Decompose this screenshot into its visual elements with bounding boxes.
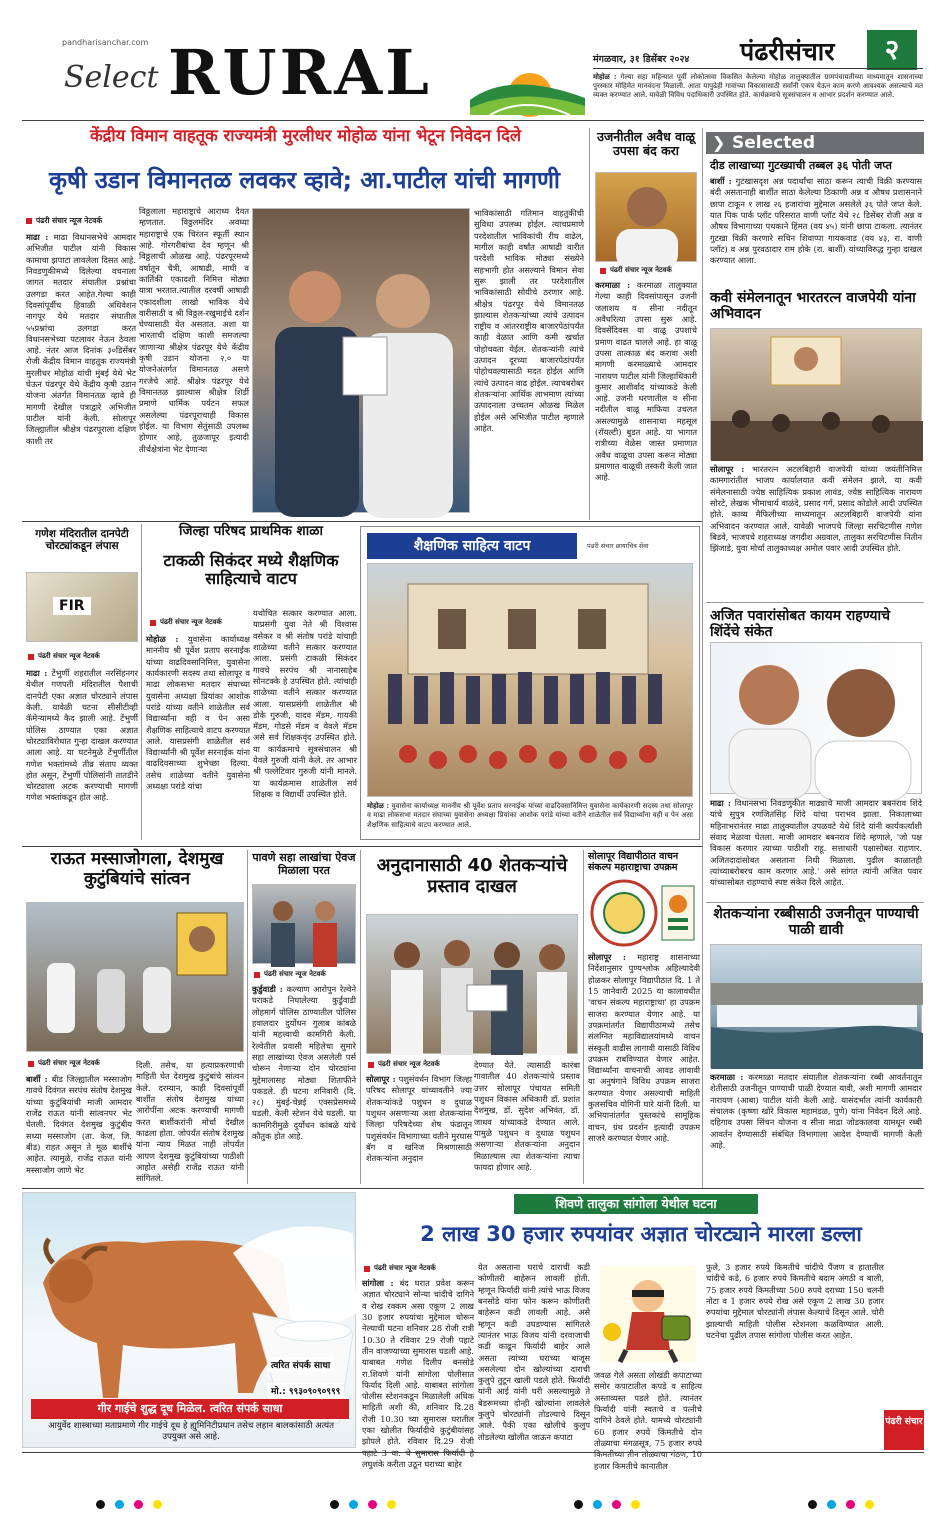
rabbi-text: करमाळा : करमाळा मतदार संघातील शेतकऱ्यांना रब्बी आवर्तनातून शेतीसाठी उजनीतून पाण्याची पाळी देण्यात यावी, अशी मागणी आमदार नारायण (आबा) पाटील यांनी केली आहे. यासंदर्भात त्यांनी कार्यकारी संचालक (कृष्णा खोरे विकास महामंडळ, पुणे) यांना निवेदन दिले आहे. दहिगाव उपसा सिंचन योजना व सीना माढा जोडकालवा यामधून रब्बी आवर्तन देण्यासाठी संबंधित विभागाला आदेश देण्याची मागणी केली आहे.	[710, 1072, 923, 1150]
vachan-text: सोलापूर : महाराष्ट्र शासनाच्या निर्देशानुसार पुण्यश्लोक अहिल्यादेवी होळकर सोलापूर विद्यापीठात दि. 1 ते 15 जानेवारी 2025 या कालावधीत 'वाचन संकल्प महाराष्ट्राचा' हा उपक्रम साजरा करण्यात येणार आहे. या उपक्रमांतर्गत विद्यापीठामध्ये तसेच संलग्नित महाविद्यालयांमध्ये वाचन संस्कृती वाढीस लागावी यासाठी विविध उपक्रम राबविण्यात येणार आहेत. विद्यार्थ्यांना वाचनाची आवड लावावी या अनुषंगाने विविध उपक्रम साजरा करण्यात येणार असल्याची माहिती कुलसचिव योगिनी घारे यांनी दिली. या अभियानांतर्गत पुस्तकांचे सामूहिक वाचन, ग्रंथ प्रदर्शन इत्यादी उपक्रम साजरे करण्यात येणार आहे.	[588, 952, 701, 1143]
reg-dot	[865, 1500, 874, 1509]
sand-byline: पंढरी संचार न्यूज नेटवर्क	[600, 266, 672, 275]
university-seal-icon	[590, 878, 698, 948]
ad-phone[interactable]: मो.: ९९३०९०९०९९९	[267, 1383, 344, 1398]
reg-dot	[593, 1500, 602, 1509]
poetry-event-graphic	[711, 329, 923, 461]
takli-byline: पंढरी संचार न्यूज नेटवर्क	[150, 618, 222, 627]
reg-dot	[808, 1500, 817, 1509]
lead-col1: माढा : माढा विधानसभेचे आमदार अभिजीत पाटील यांनी विकास कामाचा झपाटा लावलेला दिसत आहे. निवडणुकीमध्ये दिलेल्या वचनाला जागत मतदार संघातील प्रश्नांचा उलगडा करत आहेत.गेल्या काही दिवसांपूर्वीच हिवाळी अधिवेशन नागपूर येथे मतदार संघातील ५५प्रश्नांचा उलगडा करत विधानसभेच्या पटलावर नेऊन ठेवला आहे. नंतर आज दिनांक ३०डिसेंबर रोजी केंद्रीय विमान वाहतूक राज्यमंत्री मुरलीधर मोहोळ यांची मुंबई येथे भेट घेऊन पंढरपूर येथे केंद्रीय कृषी उडान योजना अंतर्गत विमानतळ व्हावे ही मागणी देखील पत्राद्वारे अभिजीत पाटील यांनी केली. सोलापूर जिल्ह्यातील श्रीक्षेत्र पंढरपूराला दक्षिण काशी तर	[26, 232, 136, 446]
portrait-graphic	[596, 173, 698, 263]
fir-label: FIR	[53, 597, 91, 615]
anudan-byline: पंढरी संचार न्यूज नेटवर्क	[368, 1060, 440, 1069]
thief-cartoon-graphic	[596, 1262, 700, 1366]
edu-photo	[367, 563, 693, 797]
university-seal	[590, 878, 698, 948]
theft-cartoon	[596, 1262, 700, 1366]
page-number-badge	[867, 30, 917, 70]
paper-name: पंढरीसंचार	[740, 37, 835, 66]
anudan-col1: सोलापूर : पशुसंवर्धन विभाग जिल्हा परिषद सोलापूर यांच्यावतीने ज्या शेतकऱ्यांकडे पशुधन व दुधाळ पशुधन असणाऱ्या अशा शेतकऱ्यांना जिल्हा परिषदेच्या शेष फंडातून पशुसंवर्धन विभागाच्या वतीने मुरघास बॅग व खनिज मिश्रणासाठी शेतकऱ्यांना अनुदान	[366, 1074, 472, 1164]
reg-dot	[368, 1500, 377, 1509]
ajit-photo	[710, 642, 922, 794]
reg-dot	[612, 1500, 621, 1509]
lead-headline: कृषी उडान विमानतळ लवकर व्हावे; आ.पाटील यांची मागणी	[48, 166, 561, 194]
ad-contact-tag: त्वरित संपर्क साधा	[267, 1357, 334, 1372]
raut-headline: राऊत मस्साजोगला, देशमुख कुटुंबियांचे सांत्वन	[50, 849, 224, 889]
rabbi-photo	[710, 944, 922, 1068]
lead-col3: भाविकांसाठी गतिमान वाहतुकीची सुविधा उपलब्ध होईल. त्याचप्रमाणे परदेशातील भाविकांची रीघ वाढेल, मागील काही वर्षांत आषाढी वारीत परदेशी भाविक मोठ्या संख्येने सहभागी होत असल्याने विमान सेवा सुरू झाली तर परदेशातील भाविकांसाठी सोयीचे ठरणार आहे. श्रीक्षेत्र पंढरपूर येथे विमानतळ झाल्यास शेतकऱ्यांच्या त्यांचे उत्पादन राष्ट्रीय व आंतरराष्ट्रीय बाजारपेठांपर्यंत काही वेळात आणि कमी खर्चात पोहोचवता येईल. शेतकऱ्यांनी त्यांचे उत्पादन दूरच्या बाजारपेठांपर्यंत पोहोचवल्यासाठी मदत होईल आणि त्यांचे उत्पादन वाढ होईल. त्याचबरोबर शेतकऱ्यांना आर्थिक लाभमाण त्यांच्या उत्पादनाला उच्चतम ओळख मिळेल होईल असे अभिजीत पाटील म्हणाले आहेत.	[474, 208, 584, 433]
sand-text: करमाळा : करमाळा तालुक्यात गेल्या काही दिवसांपासून उजनी जलाशय व सीना नदीतून अवैधरित्या उपसा सुरू आहे. दिवसेंदिवस या वाळू उपशाचे प्रमाण वाढत चालले आहे. हा वाळू उपसा तात्काळ बंद करावा अशी मागणी करमाळ्याचे आमदार नारायण पाटील यांनी जिल्हाधिकारी कुमार आशीर्वाद यांच्याकडे केली आहे. उजनी धरणातील व सीना नदीतील वाळू माफिया उचलत असल्यामुळे शासनाचा महसूल (रॉयल्टी) बुडत आहे. या भागात रात्रीच्या वेळेस जास्त प्रमाणात अवैध वाळूचा उपसा करून मोठ्या प्रमाणात वाळूची तस्करी केली जात आहे.	[595, 280, 697, 483]
theft-col3: जवळ गेले असता लोखंडी कपाटाच्या समोर कपाटातील कपडे व साहित्य अस्ताव्यस्त पडले होते. त्यानंतर फिर्यादी यांनी स्वतःचे व पत्नीचे दागिने ठेवले होते. यामध्ये चोरट्यांनी 60 हजार रुपये किंमतीचे दोन तोळ्याचा मंगळसूत्र, 75 हजार रुपये किमतीच्या तीन तोळ्याचा गंठण, 10 हजार किमतीचे कानातील	[594, 1370, 702, 1471]
ad-banner: गीर गाईचे शुद्ध दूध मिळेल. त्वरित संपर्क साधा	[31, 1399, 349, 1419]
ganesh-photo	[26, 572, 138, 642]
page-number: २	[884, 33, 900, 66]
ganesh-text: माढा : टेंभुर्णी शहरातील नरसिंहनगर येथील गणपती मंदिरातील पैशाची दानपेटी एका अज्ञात चोरट्याने लंपास केली. यावेळी घटना सीसीटीव्ही कॅमेऱ्यामध्ये कैद झाली आहे. टेंभुर्णी पोलिस ठाण्यात एका अज्ञात चोरट्याविरोधात गुन्हा दाखल करण्यात आला आहे. या घटनेमुळे टेंभुर्णीतील गणेश भक्तांमध्ये तीव्र संताप व्यक्त होत असून, टेंभुर्णी पोलिसांनी तातडीने चोरट्याला अटक करण्याची मागणी गणेश भक्तांकडून होत आहे.	[26, 668, 138, 803]
lead-kicker: केंद्रीय विमान वाहतूक राज्यमंत्री मुरलीधर मोहोळ यांना भेटून निवेदन दिले	[89, 126, 522, 145]
raut-byline: पंढरी संचार न्यूज नेटवर्क	[28, 1059, 100, 1068]
raut-col1: बार्शी : बीड जिल्ह्यातील मस्साजोग गावचे दिवंगत सरपंच संतोष देशमुख यांच्या कुटुंबियांची माजी आमदार राजेंद्र राऊत यांनी सांत्वनपर भेट घेतली. दिवंगत देशमुख कुटुंबीय सध्या मस्साजोग (ता. केज, जि. बीड) राहत असून ते मूळ बार्शीचे आहेत. त्यामुळे, राजेंद्र राऊत यांनी मस्साजोग जाणे भेट	[26, 1074, 132, 1175]
theft-byline: पंढरी संचार न्यूज नेटवर्क	[364, 1264, 436, 1273]
edu-feature	[360, 526, 700, 840]
ganesh-byline: पंढरी संचार न्यूज नेटवर्क	[28, 652, 100, 661]
masthead	[0, 0, 945, 120]
gutkha-headline: दीड लाखाच्या गुटख्याची तब्बल ३६ पोती जप्त	[710, 159, 892, 172]
meeting-photo-graphic	[253, 209, 471, 514]
anudan-col2: देण्यात येते. त्यासाठी कारंबा गावातील 40 शेतकऱ्यांचे प्रस्ताव उत्तर सोलापूर पंचायत समिती पशुधन विकास अधिकारी डॉ. प्रशांत देशमुख, डॉ. सुदेश अभिवंत, डॉ. जाधव यांच्याकडे देण्यात आले. यामुळे पशुधन व दुधाळ पशुधन असणाऱ्या शेतकऱ्यांना अनुदान मिळाल्यास त्या शेतकऱ्यांना त्याचा फायदा होणार आहे.	[474, 1060, 580, 1172]
politicians-graphic	[711, 643, 923, 795]
reg-dot	[96, 1500, 105, 1509]
theft-col2: येत असताना घराचे दाराची कडी कोणीतरी बाहेरून लावली होती. म्हणून फिर्यादी यांनी त्यांचे भाऊ विजय बनसोडे यांना फोन करून कोणीतरी बाहेरून कडी लावली आहे. असे म्हणून कडी उघडण्यास सांगितले त्यानंतर भाऊ विजय यांनी दरवाजाची कडी काढून फिर्यादी बाहेर आले असता त्यांच्या घराच्या बाजूस असलेल्या दोन खोल्यांच्या दाराची कुलुपे तुटून खाली पडले होते. फिर्यादी यांनी आई यांनी घरी असल्यामुळे ते बेडरूमच्या दोन्ही खोल्यांना लावलेले कुलुपे चोरट्यांनी तोडल्याचे दिसून आले. पैकी एका खोलीचे कुलुप तोडलेल्या खोलीत जाऊन कपाटा	[478, 1262, 590, 1442]
registration-marks	[808, 1500, 874, 1509]
reg-dot	[115, 1500, 124, 1509]
reg-dot	[349, 1500, 358, 1509]
vajpayee-text: सोलापूर : भारतरत्न अटलबिहारी वाजपेयी यांच्या जयंतीनिमित्त कामगारांतील भाजप कार्यालयात कवी संमेलन झाले. या कवी संमेलनासाठी ज्येष्ठ साहित्यिक प्रकाश लावंड, ज्येष्ठ साहित्यिक नारायण सोरटे, लेखक भीमाचार्य वाळंदे, प्रसाद गर्ग, प्रसाद कोडोले आदी उपस्थित होते. काव्य मैफिलीच्या माध्यमातून अटलबिहारी वाजपेयी यांना अभिवादन करण्यात आले. यावेळी भाजपचे जिल्हा सरचिटणीस गणेश बिडवे, भाजपचे शहराध्यक्ष जगदीश अग्रवाल, तालुका सरचिटणीस नितीन झिंजाडे, युवा मोर्चा तालुकाध्यक्ष अमोल पवार आदी उपस्थित होते.	[710, 464, 923, 554]
rural-sunrise-graphic	[470, 40, 585, 115]
school-group-graphic	[368, 564, 694, 798]
reg-dot	[387, 1500, 396, 1509]
registration-marks	[96, 1500, 162, 1509]
edu-caption: मोहोळ : युवासेना कार्याध्यक्ष माननीय श्री पूर्वेश प्रताप सरनाईक यांच्या वाढदिवसानिमित्त युवासेना कार्यकारणी सदस्य तथा सोलापूर व माढा लोकसभा मतदार संघाच्या युवासेना अध्यक्षा प्रियांका आशोक परांडे यांच्या वतीने शाळेतील सर्व विद्यार्थ्यांना वही व पेन असा शैक्षणिक साहित्याचे वाटप करण्यात आले.	[367, 801, 693, 829]
police-handover-graphic	[253, 885, 357, 965]
theft-headline: 2 लाख 30 हजार रुपयांवर अज्ञात चोरट्याने मारला डल्ला	[420, 1222, 862, 1246]
chevron-right-icon: ❯	[712, 133, 726, 152]
vachan-headline: सोलापूर विद्यापीठात वाचन संकल्प महाराष्ट्राचा उपक्रम	[588, 851, 679, 873]
pavane-byline: पंढरी संचार न्यूज नेटवर्क	[254, 970, 326, 979]
rabbi-headline: शेतकऱ्यांना रब्बीसाठी उजनीतून पाण्याची पाळी द्यावी	[713, 906, 919, 939]
takli-kicker: जिल्हा परिषद प्राथमिक शाळा	[179, 523, 323, 539]
reg-dot	[574, 1500, 583, 1509]
raut-col2: दिली. तसेच, या हत्याप्रकरणाची माहिती घेत देशमुख कुटुंबांचे सांत्वन केले. दरम्यान, काही दिवसांपूर्वी बार्शीत संतोष देशमुख यांच्या आरोपींना अटक करण्याची मागणी करत बार्शीकरांनी मोर्चा देखील काढला होता. जोपर्यंत संतोष देशमुख यांना न्याय मिळत नाही तोपर्यंत आपण देशमुख कुटुंबियांच्या पाठीशी आहोत असेही राजेंद्र राऊत यांनी सांगितले.	[136, 1060, 244, 1184]
gutkha-text: बार्शी : गुटखासदृश अन्न पदार्थांचा साठा करून त्याची विक्री करण्यास बंदी असतानाही बार्शीत साठा केलेल्या ठिकाणी अन्न व औषध प्रशासनाने छापा टाकून १ लाख २६ हजारांचा मुद्देमाल असलेले ३६ पोते जप्त केले. यात पिक पार्क प्लॉट परिसरात वाणी प्लॉट येथे २८ डिसेंबर रोजी अन्न व औषध विभागाच्या पथकाने हिंमत (वय ४५) यांनी छापा टाकला. त्यानंतर गुटखा विक्री करणारे सचिन शिवाप्पा गायकवाड (वय ४३, रा. वाणी प्लॉट) व अन्न पुरवठादार राम होके (रा. बार्शी) यांच्याविरुद्ध गुन्हा दाखल करण्यात आला.	[710, 176, 922, 266]
ganesh-headline: गणेश मंदिरातील दानपेटी चोरट्यांकडून लंपास	[35, 528, 129, 553]
reg-dot	[153, 1500, 162, 1509]
reg-dot	[846, 1500, 855, 1509]
anudan-photo	[366, 914, 578, 1054]
sand-photo	[595, 172, 697, 262]
selected-tab[interactable]: ❯ Selected	[706, 132, 924, 154]
vajpayee-photo	[710, 328, 922, 460]
proposal-submission-graphic	[367, 915, 579, 1055]
reg-dot	[330, 1500, 339, 1509]
edu-banner: शैक्षणिक साहित्य वाटप	[367, 533, 577, 559]
corner-logo: पंढरी संचार	[884, 1410, 924, 1450]
takli-headline: टाकळी सिकंदर मध्ये शैक्षणिक साहित्याचे वाटप	[163, 551, 339, 589]
issue-date: मंगळवार, ३१ डिसेंबर २०२४	[593, 54, 690, 65]
select-word: Select	[64, 60, 159, 95]
reg-dot	[134, 1500, 143, 1509]
condolence-graphic	[27, 903, 245, 1053]
vajpayee-headline: कवी संमेलनातून भारतरत्न वाजपेयी यांना अभिवादन	[710, 290, 916, 323]
lead-byline: पंढरी संचार न्यूज नेटवर्क	[26, 216, 102, 226]
section-title: RURAL	[168, 36, 432, 109]
sand-headline: उजनीतील अवैध वाळू उपसा बंद करा	[597, 129, 695, 159]
ajit-headline: अजित पवारांसोबत कायम राहण्याचे शिंदेंचे संकेत	[710, 608, 891, 641]
theft-kicker: शिवणे तालुका सांगोला येथील घटना	[555, 1196, 717, 1211]
takli-col2: यथोचित सत्कार करण्यात आला. याप्रसंगी युवा नेते श्री विश्वास वसेकर व श्री संतोष परांडे यांचाही शाळेच्या वतीने सत्कार करण्यात आला. प्रसंगी टाकळी सिकंदर गावचे सरपंच श्री नानासाहेब सोनटक्के हे उपस्थित होते. त्यांचाही शाळेच्या वतीने सत्कार करण्यात आला. यासप्रसंगी शाळेतील श्री डोके गुरुजी, यादव मॅडम, गायकी मॅडम, गोडसे मॅडम व येवले मॅडम असे सर्व शिक्षकवृंद उपस्थित होते. या कार्यक्रमाचे सूत्रसंचालन श्री येवले गुरुजी यांनी केले. तर आभार श्री पल्लेटिवार गुरुजी यांनी मानले. या कार्यक्रमास शाळेतील सर्व शिक्षक व विद्यार्थी उपस्थित होते.	[253, 608, 357, 799]
registration-marks	[574, 1500, 640, 1509]
website-url[interactable]: pandharisanchar.com	[62, 38, 149, 47]
dam-graphic	[711, 945, 923, 1069]
theft-col4: फुले, 3 हजार रुपये किमतीचे चांदीचे पैंजण व हातातील चांदीचे कडे, 6 हजार रुपये किमतीचे बदाम अंगठी व बाली, 75 हजार रुपये किमतीच्या 500 रुपये दराच्या 150 चलनी नोटा व 1 हजार रुपये रोख असे एकूण 2 लाख 30 हजार रुपयांचा मुद्देमाल चोरट्यांनी लंपास केल्याचे दिसून आले. चोरी झाल्याची माहिती पोलीस स्टेशनला कळविण्यात आली. घटनेचा पुढील तपास सांगोला पोलीस करत आहेत.	[706, 1262, 884, 1340]
ajit-text: माढा : विधानसभा निवडणुकीत माढ्याचे माजी आमदार बबनराव शिंदे यांचे सुपुत्र रणजितसिंह शिंदे यांचा पराभव झाला. निकालाच्या महिनाभरानंतर माढा तालुक्यातील उपळवटे येथे शिंदे यांनी कार्यकर्त्यांशी संवाद मेळावा घेतला. माजी आमदार बबनराव शिंदे म्हणाले, 'जो पक्ष विकास करणार त्याच्या पाठीशी राहू. सत्ताधारी पक्षासोबत राहणार. अजितदादांसोबत असताना निधी मिळाला. पुढील काळातही त्यांच्याबरोबरच काम करणार आहे.' असे सांगत त्यांनी अजित पवार यांच्यासोबत राहण्याचे स्पष्ट संकेत दिले आहेत.	[710, 798, 922, 888]
lead-photo	[252, 208, 470, 513]
pavane-photo	[252, 884, 356, 964]
registration-marks	[330, 1500, 396, 1509]
edu-photo-credit: पंढरी संचार छायाचित्र सेवा	[587, 542, 649, 550]
ad-note: आयुर्वेद शास्त्राच्या मताप्रमाणे गीर गाईचे दूध हे ह्युमिनिटीप्रधान तसेच लहान बालकांसाठी अत्यंत उपयुक्त असे आहे.	[48, 1421, 334, 1443]
reg-dot	[827, 1500, 836, 1509]
ticker-text: मोहोळ : गेल्या सहा महिन्यात पूर्वी लोकोत्सवा विकसित केलेल्या मोहोळ तालुक्यातील ग्रामपंचायतीच्या माध्यमातून शासनाच्या पुरस्कार मोहिमेत मानवंदना मिळाली. आता यापुढेही गावांच्या विकासासाठी सर्वांनी एकत्र येऊन काम करणे आवश्यक असल्याचे मत व्यक्त करण्यात आले. यावेळी विविध पदाधिकारी उपस्थित होते. कार्यक्रमाचे सूत्रसंचालन व आभार प्रदर्शन करण्यात आले.	[593, 72, 923, 100]
raut-photo	[26, 902, 244, 1052]
pavane-text: कुर्डुवाडी : कल्याण आरोपुन रेल्वेने घराकडे निघालेल्या कुर्डुवाडी लोहमार्ग पोलिस ठाण्यातील पोलिस हवालदार दुर्योधन गुलाब कांबळे यांनी महत्त्वाची कामगिरी केली. रेल्वेतील प्रवासी महिलेचा सुमारे सहा लाखांच्या ऐवज असलेली पर्स चोरून नेणाऱ्या दोन चोरट्यांना मुद्देमालासह मोठ्या शिताफीने पकडले. ही घटना शनिवारी (दि. २८) मुंबई-चेन्नई एक्सप्रेसमध्ये घडली. केली स्टेशन येथे घडली. या कामगिरीमुळे दुर्योधन कांबळे यांचे कौतुक होत आहे.	[252, 984, 357, 1142]
reg-dot	[631, 1500, 640, 1509]
takli-col1: मोहोळ : युवासेना कार्याध्यक्ष माननीय श्री पूर्वेश प्रताप सरनाईक यांच्या वाढदिवसानिमित्त, युवासेना कार्यकारणी सदस्य तथा सोलापूर व माढा लोकसभा मतदार संघाच्या युवासेना अध्यक्षा प्रियांका आशोक परांडे यांच्या वतीने शाळेतील सर्व विद्यार्थ्यांना वही व पेन असा शैक्षणिक साहित्याचे वाटप करण्यात आले. यासप्रसंगी शाळेतील सर्व विद्यार्थ्यांनी श्री पूर्वेश सरनाईक यांना वाढदिवसाच्या शुभेच्छा दिल्या. तसेच शाळेच्या वतीने युवासेना अध्यक्षा परांडे यांचा	[146, 634, 250, 792]
anudan-headline: अनुदानासाठी 40 शेतकऱ्यांचे प्रस्ताव दाखल	[376, 855, 568, 897]
lead-col2: विठ्ठलाला महाराष्ट्राचे आराध्य दैवत म्हणतात. विठ्ठलमंदिर अवघ्या महाराष्ट्राचे एक चिरंतन स्फूर्ती स्थान आहे. गोरगरीबांचा देव म्हणून श्री विठ्ठलाची ओळख आहे. पंढरपूरमध्ये वर्षातून चैत्री, आषाढी, माघी व कार्तिकी एकादशी निमित्त मोठ्या यात्रा भरतात.त्यातील दरवर्षी आषाढी एकादशीला लाखो भाविक येथे वारीसाठी व श्री विठ्ठल-रखुमाईचे दर्शन घेण्यासाठी येत असतात. अशा या भारताची दक्षिण काशी समजल्या जाणाऱ्या श्रीक्षेत्र पंढरपूर येथे केंद्रीय कृषी उडान योजना २.० या योजनेअंतर्गत विमानतळ असणे गरजेचे आहे. श्रीक्षेत्र पंढरपूर येथे विमानतळ झाल्यास श्रीक्षेत्र शिर्डी प्रमाणे धार्मिक पर्यटन सफल असलेल्या पंढरपूराचाही विकास होईल. या विभाग सेतुंसाठी उपलब्ध होणार आहे, तुळजापूर इत्यादी तीर्थक्षेत्रांना भेट देणाऱ्या	[139, 206, 249, 454]
theft-kicker-bar	[514, 1194, 758, 1214]
pavane-headline: पावणे सहा लाखांचा ऐवज मिळाला परत	[252, 851, 356, 877]
theft-col1: सांगोला : बंद घरात प्रवेश करून अज्ञात चोरट्याने सोन्या चांदीचे दागिने व रोख रक्कम असा एकूण 2 लाख 30 हजार रुपयांचा मुद्देमाल चोरून नेल्याची घटना शनिवार 28 रोजी रात्री 10.30 ते रविवार 29 रोजी पहाटे तीन वाजण्याच्या सुमारास घडली आहे. याबाबत गणेश दिलीप बनसोडे रा.शिवणे यांनी सांगोला पोलीसात फिर्याद दिली आहे. याबाबत सांगोला पोलीस स्टेशनकडून मिळालेली अधिक माहिती अशी की, शनिवार दि.28 रोजी 10.30 च्या सुमारास घरातील एका खोलीत फिर्यादीचे कुटुंबीयांसह झोपले होते. रविवार दि.29 रोजी पहाटे 3 वा. चे सुमारास फिर्यादी हे लघुशंके करीता उठून घराच्या बाहेर	[362, 1278, 474, 1469]
milk-ad	[22, 1192, 356, 1448]
